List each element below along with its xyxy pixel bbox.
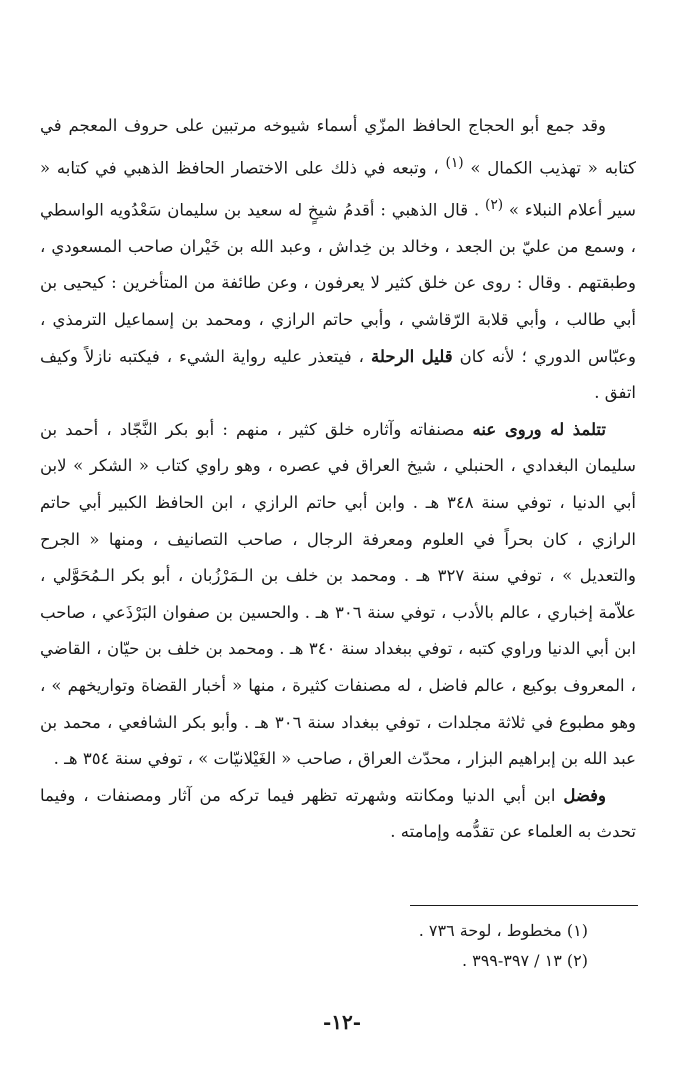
paragraph-shuyukh [40, 108, 636, 412]
footnote-1: (١) مخطوط ، لوحة ٧٣٦ . [418, 921, 588, 940]
text-run: ابن أبي الدنيا ومكانته وشهرته تظهر فيما تركه من آثار ومصنفات ، وفيما تحدث به العلماء عن تقدُّمه وإمامته . [40, 785, 636, 842]
page-number: -١٢- [322, 1010, 362, 1034]
text-run: . قال الذهبي : أقدمُ شيخٍ له سعيد بن سليمان سَعْدُويه الواسطي ، وسمع من عليّ بن الجعد ، وخالد بن خِداش ، وعبد الله بن خَيْران صاحب المسعودي ، وطبقتهم . وقال : روى عن خلق كثير لا يعرفون ، وعن طائفة من المتأخرين : كيحيى بن أبي طالب ، وأبي قلابة الرّقاشي ، وأبي حاتم الرازي ، ومحمد بن إسماعيل الترمذي ، وعبّاس الدوري ؛ لأنه كان [40, 200, 636, 366]
footnote-ref: (٢) [484, 196, 504, 213]
paragraph-students [40, 412, 636, 778]
text-run: مصنفاته وآثاره خلق كثير ، منهم : أبو بكر النَّجّاد ، أحمد بن سليمان البغدادي ، الحنبلي ، شيخ العراق في عصره ، وهو راوي كتاب « الشكر » لابن أبي الدنيا ، توفي سنة ٣٤٨ هـ . وابن أبي حاتم الرازي ، ابن الحافظ الكبير أبي حاتم الرازي ، كان بحراً في العلوم ومعرفة الرجال ، صاحب التصانيف ، ومنها « الجرح والتعديل » ، توفي سنة ٣٢٧ هـ . ومحمد بن خلف بن الـمَرْزُبان ، أبو بكر الـمُحَوَّلي ، علاّمة إخباري ، عالم بالأدب ، توفي سنة ٣٠٦ هـ . والحسين بن صفوان البَرْذَعي ، صاحب ابن أبي الدنيا وراوي كتبه ، توفي ببغداد سنة ٣٤٠ هـ . ومحمد بن خلف بن حيّان ، القاضي ، المعروف بوكيع ، عالم فاضل ، له مصنفات كثيرة ، منها « أخبار القضاة وتواريخهم » ، وهو مطبوع في ثلاثة مجلدات ، توفي ببغداد سنة ٣٠٦ هـ . وأبو بكر الشافعي ، محمد بن عبد الله بن إبراهيم البزار ، محدّث العراق ، صاحب « الغَيْلانيّات » ، توفي سنة ٣٥٤ هـ . [40, 419, 637, 769]
paragraph-virtue [40, 778, 636, 851]
footnote-ref: (١) [445, 154, 464, 171]
text-run: وقد جمع أبو الحجاج الحافظ المزّي أسماء شيوخه مرتبين على حروف المعجم في كتابه « تهذيب الكمال » [40, 116, 636, 178]
text-run: ، فيتعذر عليه رواية الشيء ، فيكتبه نازلاً وكيف اتفق . [40, 346, 636, 403]
footnotes [300, 916, 588, 976]
bold-phrase: وفضل [563, 785, 606, 805]
text-run: ، وتبعه في ذلك على الاختصار الحافظ الذهبي في كتابه « سير أعلام النبلاء » [40, 158, 636, 220]
main-text [40, 108, 636, 851]
bold-phrase: تتلمذ له وروى عنه [472, 419, 606, 439]
footnote-2: (٢) ١٣ / ٣٩٧-٣٩٩ . [461, 951, 588, 970]
footnote-separator [410, 905, 638, 906]
bold-phrase: قليل الرحلة [371, 346, 453, 366]
